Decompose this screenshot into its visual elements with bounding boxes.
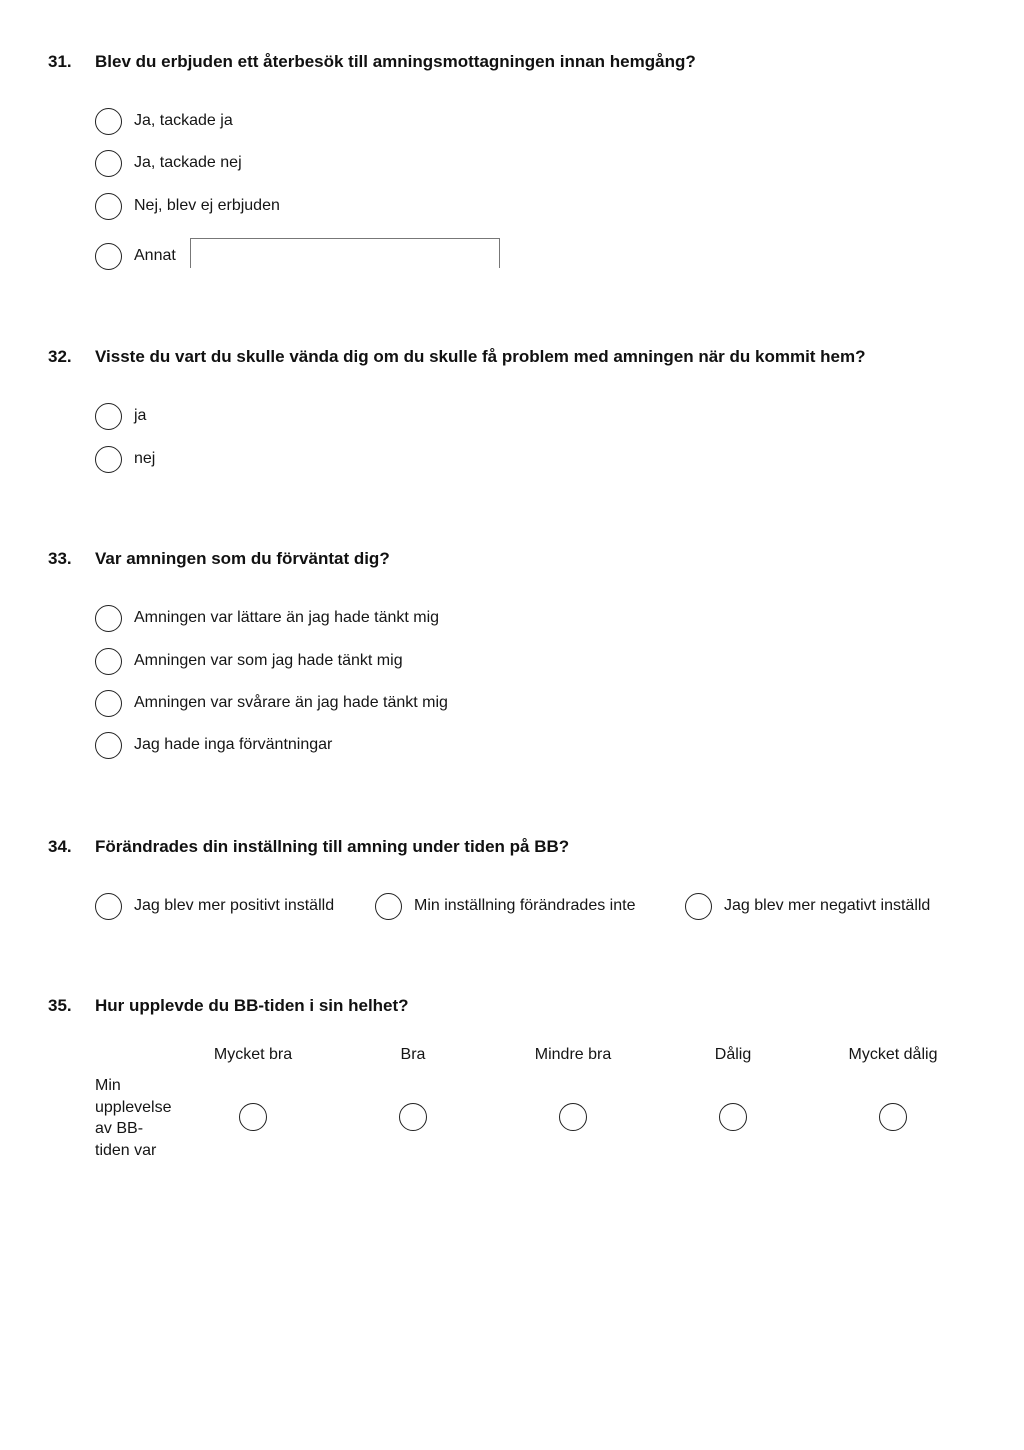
question-text: Förändrades din inställning till amning under tiden på BB? bbox=[95, 837, 570, 856]
q33-option-2[interactable] bbox=[95, 646, 403, 676]
option-label: Amningen var som jag hade tänkt mig bbox=[134, 652, 403, 669]
q32-option-1[interactable] bbox=[95, 401, 146, 431]
question-number: 31. bbox=[48, 52, 72, 71]
q31-option-4[interactable] bbox=[95, 241, 176, 271]
row-label-line: av BB- bbox=[95, 1120, 144, 1137]
radio-button[interactable] bbox=[95, 403, 122, 430]
question-text: Visste du vart du skulle vända dig om du skulle få problem med amningen när du kommit hem? bbox=[95, 347, 866, 366]
q33-option-3[interactable] bbox=[95, 688, 448, 718]
scale-radio-mycket-bra[interactable] bbox=[239, 1103, 267, 1131]
other-text-field[interactable] bbox=[190, 238, 500, 268]
option-label: Ja, tackade nej bbox=[134, 154, 242, 171]
q33-option-4[interactable] bbox=[95, 730, 332, 760]
radio-button[interactable] bbox=[95, 893, 122, 920]
question-text: Hur upplevde du BB-tiden i sin helhet? bbox=[95, 996, 409, 1015]
option-label: Nej, blev ej erbjuden bbox=[134, 197, 280, 214]
q33-option-1[interactable] bbox=[95, 603, 439, 633]
row-label-line: tiden var bbox=[95, 1141, 157, 1159]
q31-option-3[interactable] bbox=[95, 191, 280, 221]
radio-button[interactable] bbox=[95, 193, 122, 220]
question-number: 33. bbox=[48, 549, 72, 568]
radio-button[interactable] bbox=[95, 690, 122, 717]
radio-button[interactable] bbox=[375, 893, 402, 920]
radio-button[interactable] bbox=[95, 150, 122, 177]
scale-radio-mycket-dalig[interactable] bbox=[879, 1103, 907, 1131]
option-label: Annat bbox=[134, 247, 176, 264]
question-number: 35. bbox=[48, 996, 72, 1015]
option-label: Amningen var svårare än jag hade tänkt mig bbox=[134, 694, 448, 711]
scale-radio-mindre-bra[interactable] bbox=[559, 1103, 587, 1131]
question-text: Var amningen som du förväntat dig? bbox=[95, 549, 390, 568]
scale-heading-mindre-bra: Mindre bra bbox=[534, 1046, 612, 1063]
scale-heading-bra: Bra bbox=[400, 1046, 426, 1063]
q31-option-1[interactable] bbox=[95, 106, 233, 136]
scale-radio-bra[interactable] bbox=[399, 1103, 427, 1131]
question-number: 32. bbox=[48, 347, 72, 366]
q34-option-3[interactable] bbox=[685, 891, 930, 921]
radio-button[interactable] bbox=[95, 605, 122, 632]
question-text: Blev du erbjuden ett återbesök till amningsmottagningen innan hemgång? bbox=[95, 52, 696, 71]
q34-option-1[interactable] bbox=[95, 891, 334, 921]
scale-heading-dalig: Dålig bbox=[714, 1046, 752, 1063]
q31-option-2[interactable] bbox=[95, 148, 242, 178]
scale-heading-mycket-dalig: Mycket dålig bbox=[848, 1046, 938, 1063]
scale-radio-dalig[interactable] bbox=[719, 1103, 747, 1131]
radio-button[interactable] bbox=[95, 648, 122, 675]
option-label: Min inställning förändrades inte bbox=[414, 897, 636, 914]
q32-option-2[interactable] bbox=[95, 444, 155, 474]
question-number: 34. bbox=[48, 837, 72, 856]
q34-option-2[interactable] bbox=[375, 891, 635, 921]
radio-button[interactable] bbox=[95, 108, 122, 135]
row-label-line: upplevelse bbox=[95, 1098, 172, 1116]
radio-button[interactable] bbox=[95, 732, 122, 759]
option-label: Amningen var lättare än jag hade tänkt mig bbox=[134, 609, 440, 626]
option-label: Jag blev mer positivt inställd bbox=[134, 897, 335, 914]
option-label: nej bbox=[134, 450, 156, 467]
option-label: Jag hade inga förväntningar bbox=[134, 736, 333, 753]
row-label-line: Min bbox=[95, 1077, 121, 1094]
option-label: Jag blev mer negativt inställd bbox=[724, 897, 931, 914]
radio-button[interactable] bbox=[95, 243, 122, 270]
radio-button[interactable] bbox=[685, 893, 712, 920]
radio-button[interactable] bbox=[95, 446, 122, 473]
scale-row-label bbox=[95, 1075, 185, 1161]
scale-heading-mycket-bra: Mycket bra bbox=[213, 1046, 293, 1063]
option-label: Ja, tackade ja bbox=[134, 112, 233, 129]
option-label: ja bbox=[134, 407, 147, 424]
